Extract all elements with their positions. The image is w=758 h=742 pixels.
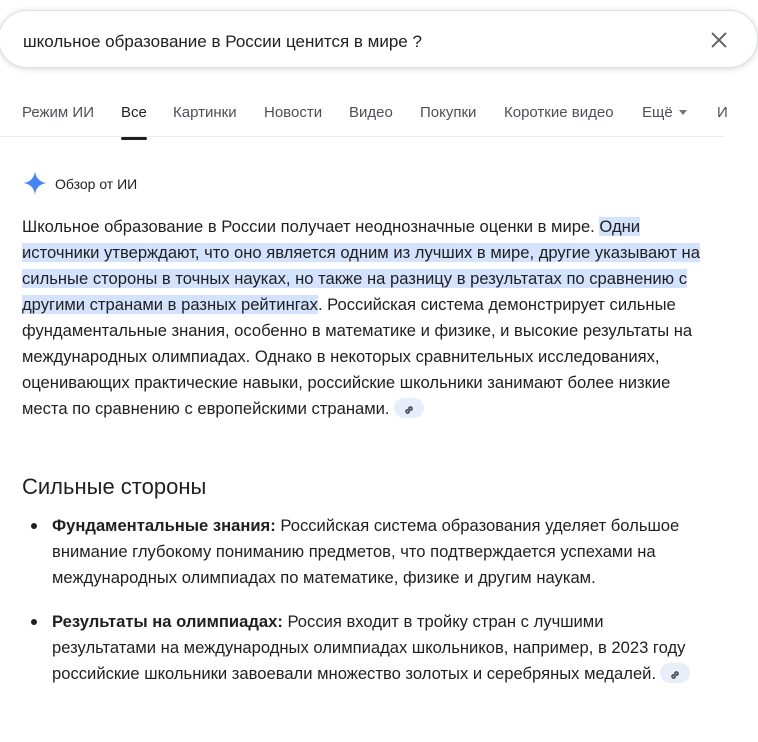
tab-more-label: Ещё <box>642 104 673 121</box>
tab-more[interactable] <box>642 104 687 121</box>
section-heading: Сильные стороны <box>22 474 207 499</box>
summary-highlighted-text: Одни источники утверждают, что оно является одним из лучших в мире, другие указывают на сильные стороны в точных науках, но также на разницу в результатах по сравнению с другими странами в разных рейтингах <box>22 217 700 314</box>
close-icon[interactable] <box>708 29 730 51</box>
bullet-dot <box>31 523 37 529</box>
strengths-list <box>22 513 712 705</box>
ai-overview-title: Обзор от ИИ <box>55 176 138 192</box>
chevron-down-icon <box>679 110 687 115</box>
list-item-text: Российская система образования уделяет большое внимание глубокому пониманию предметов, что подтверждается успехами на международных олимпиадах по математике, физике и другим наукам. <box>52 516 680 587</box>
list-item <box>22 609 712 687</box>
ai-summary-paragraph <box>22 214 716 422</box>
tab-ai-mode[interactable]: Режим ИИ <box>22 104 94 121</box>
tab-all[interactable]: Все <box>121 104 147 121</box>
tab-shopping[interactable]: Покупки <box>420 104 477 121</box>
list-item-text: Россия входит в тройку стран с лучшими результатами на международных олимпиадах школьников, например, в 2023 году российские школьники завоевали множество золотых и серебряных медалей. <box>52 612 686 683</box>
search-tabs <box>0 88 728 137</box>
list-item <box>22 513 712 591</box>
source-link-button[interactable] <box>394 398 424 418</box>
list-item-heading: Результаты на олимпиадах: <box>52 612 283 631</box>
tab-news[interactable]: Новости <box>264 104 323 121</box>
search-input[interactable]: школьное образование в России ценится в мире ? <box>23 32 422 51</box>
summary-text-end: . Российская система демонстрирует сильные фундаментальные знания, особенно в математике и физике, и высокие результаты на международных олимпиадах. Однако в некоторых сравнительных исследованиях, оценивающих практические навыки, российские школьники занимают более низкие места по сравнению с европейскими странами. <box>22 295 693 418</box>
link-icon <box>403 404 415 416</box>
tab-images[interactable]: Картинки <box>173 104 237 121</box>
ai-sparkle-icon <box>22 170 48 196</box>
tab-short-videos[interactable]: Короткие видео <box>504 104 614 121</box>
summary-text-start: Школьное образование в России получает неоднозначные оценки в мире. <box>22 217 600 236</box>
tab-tools[interactable]: И <box>717 104 728 121</box>
list-item-heading: Фундаментальные знания: <box>52 516 276 535</box>
bullet-dot <box>31 619 37 625</box>
source-link-button[interactable] <box>660 663 690 683</box>
link-icon <box>669 669 681 681</box>
tab-videos[interactable]: Видео <box>349 104 393 121</box>
